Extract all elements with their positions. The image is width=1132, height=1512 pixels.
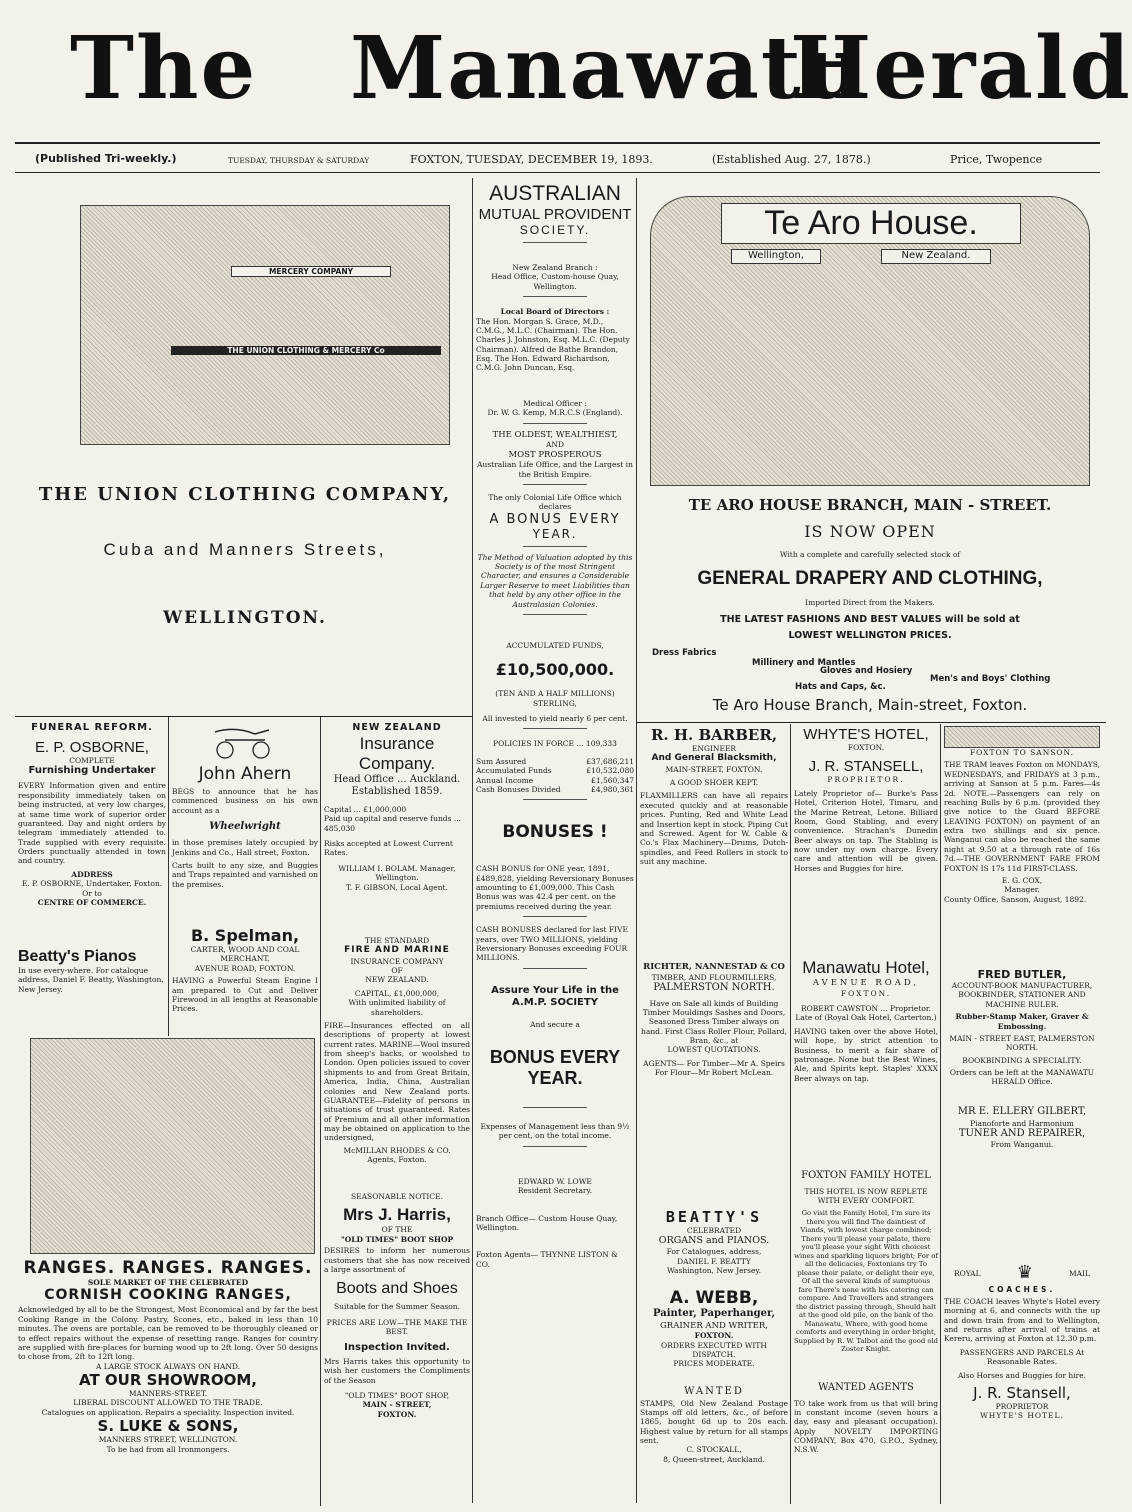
nzins-paidup: Paid up capital and reserve funds ... 485,030 <box>324 814 461 833</box>
tearo-footer: Te Aro House Branch, Main-street, Foxton. <box>712 696 1028 714</box>
family-hotel-ad <box>794 1170 938 1380</box>
ranges-manners: MANNERS-STREET. <box>128 1389 208 1398</box>
mhotel-city: FOXTON. <box>840 988 892 998</box>
nz-insurance-ad <box>324 722 470 932</box>
nzins-heading: NEW ZEALAND <box>352 722 442 733</box>
tearo-imported: Imported Direct from the Makers. <box>805 598 935 607</box>
amp-medical-title: Medical Officer : <box>523 398 587 408</box>
nzins-capital: Capital ... £1,000,000 <box>324 804 407 814</box>
tram-sig: E. G. COX, <box>1001 875 1043 885</box>
standard-liability: With unlimited liability of shareholders. <box>348 998 446 1017</box>
amp-assure: Assure Your Life in the A.M.P. SOCIETY <box>491 984 619 1009</box>
union-city: WELLINGTON. <box>163 608 327 628</box>
tearo-millinery: Millinery and Mantles <box>752 658 856 668</box>
tearo-with: With a complete and carefully selected stock of <box>779 550 961 559</box>
barber-body: FLAXMILLERS can have all repairs executed quickly and at reasonable prices. Punting, Red and White Lead and Insertion kept in stock. Piping Cut and Screwed. Agent for W. Cable & Co.'s Flax Machinery—Drums, Dutch-spindles, and Feed Rollers in stock to suit any machine. <box>640 791 788 866</box>
barber-role: ENGINEER <box>691 744 737 753</box>
webb-trade: Painter, Paperhanger, <box>652 1308 776 1319</box>
beatty-large-celebrated: CELEBRATED <box>686 1226 742 1235</box>
amp-board-title: Local Board of Directors : <box>500 307 610 317</box>
harris-body: DESIRES to inform her numerous customers that she has now received a large assortment of <box>324 1246 470 1274</box>
beatty-large-title: BEATTY'S <box>665 1208 763 1226</box>
butler-addr: MAIN - STREET EAST, PALMERSTON NORTH. <box>949 1033 1095 1053</box>
wanted-addr: 8, Queen-street, Auckland. <box>663 1454 765 1464</box>
funeral-ad <box>18 722 166 947</box>
standard-capital: CAPITAL, £1,000,000, <box>354 988 440 998</box>
mhotel-name: Manawatu Hotel, <box>802 958 930 977</box>
masthead-manawatu: Manawatu <box>350 18 868 119</box>
range-stove-engraving <box>30 1038 315 1254</box>
amp-bonus2: YEAR. <box>532 526 578 541</box>
published-note: (Published Tri-weekly.) <box>35 152 177 165</box>
ranges-catalogue: Catalogues on application. Repairs a speciality. Inspection invited. <box>41 1407 295 1417</box>
amp-oldest1: THE OLDEST, WEALTHIEST, <box>492 429 618 440</box>
tearo-title: Te Aro House. <box>721 203 1021 244</box>
ranges-sole: SOLE MARKET OF THE CELEBRATED <box>87 1278 249 1287</box>
standard-ad <box>324 936 470 1188</box>
beatty-large-name: DANIEL F. BEATTY <box>677 1256 751 1266</box>
manawatu-hotel-ad <box>794 958 938 1144</box>
harris-name: Mrs J. Harris, <box>343 1205 451 1225</box>
amp-acc-words: (TEN AND A HALF MILLIONS) STERLING, <box>495 689 615 708</box>
royal-role: PROPRIETOR <box>995 1401 1049 1411</box>
amp-acc-note: All invested to yield nearly 6 per cent. <box>482 714 628 723</box>
butler-ad <box>944 968 1100 1102</box>
wanted-agents-heading: WANTED AGENTS <box>818 1382 914 1393</box>
butler-orders: Orders can be left at the MANAWATU HERALD Office. <box>949 1068 1095 1087</box>
richter-lowest: LOWEST QUOTATIONS. <box>667 1045 761 1055</box>
webb-ad <box>640 1288 788 1382</box>
gilbert-ad <box>944 1106 1100 1190</box>
webb-orders: ORDERS EXECUTED WITH DISPATCH. <box>661 1340 767 1359</box>
ranges-luke-addr: MANNERS STREET, WELLINGTON. <box>98 1435 238 1445</box>
tearo-lowest: LOWEST WELLINGTON PRICES. <box>788 630 952 641</box>
amp-board: The Hon. Morgan S. Grace, M.D., C.M.G., M.L.C. (Chairman). The Hon. Charles J. Johnston, Esq. M.L.C. (Deputy Chairman). Alfred de Bathe Brandon, Esq. The Hon. Edward Richardson, C.M.G. John Duncan, Esq. <box>476 316 630 373</box>
tram-ad <box>944 726 1100 966</box>
wanted-name: C. STOCKALL, <box>686 1445 742 1455</box>
standard-body: FIRE—Insurances effected on all descriptions of property at lowest current rates. MARINE—Wool insured from sheep's backs, or woolshed to London. Open policies issued to cover shipments to and from Great Britain, America, India, China, Australian colonies and New Zealand ports. GUARANTEE—Fidelity of persons in situations of trust guaranteed. Rates of Premium and all other information may be obtained on application to the undersigned, <box>324 1020 470 1143</box>
wanted-agents-body: TO take work from us that will bring in constant income (seven hours a day, easy and pleasant occupation). Apply NOVELTY IMPORTING COMPANY, Box 470, G.P.O., Sydney, N.S.W. <box>794 1398 938 1455</box>
nzins-agent: T. F. GIBSON, Local Agent. <box>346 882 448 892</box>
ranges-luke: S. LUKE & SONS, <box>97 1417 239 1436</box>
price: Price, Twopence <box>950 153 1043 166</box>
mhotel-late: Late of (Royal Oak Hotel, Carterton.) <box>795 1013 937 1023</box>
amp-branch: New Zealand Branch : <box>512 263 598 272</box>
harris-of: OF THE <box>381 1225 413 1235</box>
amp-acc-value: £10,500,000. <box>495 660 615 680</box>
spelman-trade: CARTER, WOOD AND COAL MERCHANT, <box>190 945 300 964</box>
amp-stats <box>476 757 634 795</box>
carriage-icon <box>205 722 285 760</box>
amp-stat-row: Sum Assured £37,686,211 <box>476 756 634 766</box>
amp-cash1: CASH BONUS for ONE year, 1891, £489,828, yielding Reversionary Bonuses amounting to £1,009,000. This Cash Bonus was was 42.4 per cent. on the premiums received during the year. <box>476 864 634 911</box>
tram-office: County Office, Sanson, August, 1892. <box>944 894 1087 904</box>
royal-body: THE COACH leaves Whyte's Hotel every morning at 6, and connects with the up and down train from and to Wellington, and returns after arrival of trains at Kereru, arriving at Foxton at 12.30 p.m. <box>944 1296 1100 1344</box>
beatty-large-organs: ORGANS and PIANOS. <box>658 1235 770 1247</box>
harris-ad <box>324 1192 470 1504</box>
standard-h2: FIRE AND MARINE <box>344 945 450 956</box>
crown-crest-icon: ♛ <box>1016 1262 1033 1283</box>
tearo-dress: Dress Fabrics <box>652 648 717 658</box>
royal-h2: MAIL <box>1068 1268 1090 1278</box>
standard-h5: NEW ZEALAND. <box>365 975 429 985</box>
amp-stat-row: Annual Income £1,560,347 <box>476 775 634 785</box>
tearo-building-engraving <box>650 196 1090 486</box>
ahern-body3: Carts built to any size, and Buggies and Traps repainted and varnished on the premises. <box>172 860 318 889</box>
amp-secretary: EDWARD W. LOWE <box>518 1176 592 1186</box>
royal-h1: ROYAL <box>954 1268 981 1278</box>
amp-expenses: Expenses of Management less than 9½ per cent, on the total income. <box>480 1122 630 1141</box>
harris-boots: Boots and Shoes <box>336 1280 458 1298</box>
days-note: TUESDAY, THURSDAY & SATURDAY <box>228 156 370 165</box>
amp-acc-title: ACCUMULATED FUNDS, <box>506 640 604 650</box>
funeral-heading: FUNERAL REFORM. <box>31 722 153 733</box>
butler-trade: ACCOUNT-BOOK MANUFACTURER, BOOKBINDER, STATIONER AND MACHINE RULER. <box>951 981 1093 1009</box>
webb-trade2: GRAINER AND WRITER, <box>660 1320 768 1331</box>
webb-city: FOXTON. <box>694 1331 734 1341</box>
wanted-heading: WANTED <box>684 1386 744 1397</box>
amp-secure: And secure a <box>530 1019 580 1029</box>
royal-horses: Also Horses and Buggies for hire. <box>957 1370 1087 1380</box>
masthead-the: The <box>70 18 258 119</box>
amp-oldest3: MOST PROSPEROUS <box>508 449 602 460</box>
tearo-open: IS NOW OPEN <box>804 522 936 541</box>
richter-trade: TIMBER, AND FLOURMILLERS, <box>651 972 777 982</box>
harris-inspection: Inspection Invited. <box>344 1342 450 1354</box>
amp-h2: MUTUAL PROVIDENT <box>478 206 632 223</box>
amp-column <box>476 182 634 1507</box>
harris-prices: PRICES ARE LOW—THE MAKE THE BEST. <box>326 1317 468 1336</box>
royal-parcels: PASSENGERS AND PARCELS At Reasonable Rates. <box>959 1347 1085 1367</box>
family-replete: THIS HOTEL IS NOW REPLETE WITH EVERY COMFORT. <box>804 1186 928 1205</box>
tearo-drapery: GENERAL DRAPERY AND CLOTHING, <box>697 568 1043 589</box>
gilbert-role: Pianoforte and Harmonium <box>970 1118 1074 1128</box>
wanted-body: STAMPS, Old New Zealand Postage Stamps off old letters, &c., of before 1865, bought 6d up to 20s each. Highest value by return for all stamps sent. <box>640 1398 788 1445</box>
funeral-or: Or to <box>82 888 102 898</box>
richter-name: RICHTER, NANNESTAD & CO <box>643 962 785 972</box>
funeral-body: EVERY Information given and entire responsibility immediately taken on being instructed, at very low charges, at same time work of superior order guaranteed. Day and night orders by telegram immediately attended to. Trade supplied with every requisite. Orders punctually attended in town and country. <box>18 781 166 866</box>
nzins-head: Head Office ... Auckland. <box>333 773 461 785</box>
richter-city: PALMERSTON NORTH. <box>653 982 775 993</box>
amp-method: The Method of Valuation adopted by this Society is of the most Stringent Character, and ensures a Considerable Larger Reserve to meet Liabilities than that held by any other office in the Australasian Colonies. <box>477 552 633 609</box>
nzins-est: Established 1859. <box>351 786 443 798</box>
tram-sig-role: Manager. <box>1004 885 1040 895</box>
standard-agents: McMILLAN RHODES & CO. <box>343 1145 451 1155</box>
barber-addr: MAIN-STREET, FOXTON. <box>665 764 763 774</box>
royal-name: J. R. Stansell, <box>973 1383 1071 1402</box>
funeral-complete: COMPLETE <box>69 755 115 765</box>
royal-mail-ad <box>944 1262 1100 1506</box>
funeral-name: E. P. OSBORNE, <box>35 738 149 756</box>
webb-name: A. WEBB, <box>669 1288 759 1308</box>
union-building-engraving <box>80 205 450 445</box>
harris-shop: "OLD TIMES" BOOT SHOP <box>340 1234 454 1244</box>
standard-agents2: Agents, Foxton. <box>367 1155 427 1165</box>
spelman-body: HAVING a Powerful Steam Engine I am prepared to Cut and Deliver Firewood in all lengths at Reasonable Prices. <box>172 976 318 1014</box>
tearo-mens: Men's and Boys' Clothing <box>930 674 1051 684</box>
standard-h3: INSURANCE COMPANY <box>350 956 444 966</box>
harris-seasonable: SEASONABLE NOTICE. <box>351 1192 443 1201</box>
harris-footer3: FOXTON. <box>377 1409 417 1419</box>
tram-engraving <box>944 726 1100 748</box>
royal-hotel: WHYTE'S HOTEL. <box>980 1411 1064 1421</box>
amp-oldest4: Australian Life Office, and the Largest in the British Empire. <box>477 460 633 479</box>
amp-only2: declares <box>538 502 572 512</box>
amp-cash2: CASH BONUSES declared for last FIVE years, over TWO MILLIONS, yielding Reversionary Bonuses exceeding FOUR MILLIONS. <box>476 925 628 963</box>
nzins-title: Insurance Company. <box>358 733 436 773</box>
butler-name: FRED BUTLER, <box>977 968 1067 981</box>
whyte-city: FOXTON. <box>847 743 885 752</box>
funeral-centre: CENTRE OF COMMERCE. <box>37 897 147 907</box>
barber-ad <box>640 726 788 952</box>
harris-suitable: Suitable for the Summer Season. <box>333 1302 461 1312</box>
beatty-large-ad <box>640 1208 788 1284</box>
amp-oldest2: AND <box>546 440 564 450</box>
ranges-cornish: CORNISH COOKING RANGES, <box>44 1287 292 1304</box>
tram-body: THE TRAM leaves Foxton on MONDAYS, WEDNESDAYS, and FRIDAYS at 3 p.m., arriving at Sanson at 5 p.m. Fares—4s 2d. NOTE.—Passengers can rely on reaching Bulls by 6 p.m. (provided they give notice to the Guard BEFORE LEAVING FOXTON) on payment of an extra two shillings and six pence. Wanganui can also be reached the same night at 9.50 at a through rate of 16s 7d.—THE GOVERNMENT FARE FROM FOXTON IS 17s 11d FIRST-CLASS. <box>944 760 1100 873</box>
barber-role2: And General Blacksmith, <box>651 753 777 764</box>
mhotel-road: AVENUE ROAD, <box>812 978 920 988</box>
amp-stat-row: Accumulated Funds £10,532,080 <box>476 766 634 776</box>
ahern-body2: in those premises lately occupied by Jenkins and Co., Hall street, Foxton. <box>172 838 318 857</box>
amp-office: Head Office, Custom-house Quay, Wellington. <box>491 272 619 291</box>
ranges-stock: A LARGE STOCK ALWAYS ON HAND. <box>95 1361 241 1371</box>
union-streets: Cuba and Manners Streets, <box>103 540 387 559</box>
funeral-title: Furnishing Undertaker <box>28 764 156 776</box>
tearo-hats: Hats and Caps, &c. <box>795 682 886 692</box>
whyte-prop-role: PROPRIETOR. <box>827 775 905 785</box>
union-sign-mid: THE UNION CLOTHING & MERCERY Co <box>171 346 441 355</box>
gilbert-from: From Wanganui. <box>990 1140 1054 1150</box>
masthead-herald: Herald <box>790 18 1132 119</box>
amp-h3: SOCIETY. <box>519 223 591 237</box>
nzins-risks: Risks accepted at Lowest Current Rates. <box>324 839 453 858</box>
mhotel-prop: ROBERT CAWSTON ... Proprietor. <box>800 1004 932 1013</box>
ahern-body1: BEGS to announce that he has commenced business on his own account as a <box>172 787 318 815</box>
ranges-body: Acknowledged by all to be the Strongest, Most Economical and by far the best Cooking Range in the Colony. Pastry, Scones, etc., baked in less than 10 minutes. The ovens are portable, can be removed to be thoroughly cleaned or to effect repairs without the expense of resetting range. Ranges for country are supplied with fire-places for burning wood up to 2ft long. Over 50 designs to chose from, 2ft to 12ft long. <box>18 1305 318 1362</box>
whyte-body: Lately Proprietor of— Burke's Pass Hotel, Criterion Hotel, Timaru, and the Marine Retreat, Letone. Billiard Room, Good Stabling, and every convenience. Strachan's Dunedin Beer always on tap. The Stabling is now under my own charge. Every care and attention will be given. Horses and Buggies for hire. <box>794 788 938 873</box>
barber-shoer: A GOOD SHOER KEPT. <box>669 778 759 787</box>
spelman-addr: AVENUE ROAD, FOXTON. <box>194 963 296 973</box>
amp-bonus1: A BONUS EVERY <box>489 511 621 527</box>
whyte-prop: J. R. STANSELL, <box>808 758 924 776</box>
beatty-small-title: Beatty's Pianos <box>18 948 137 965</box>
spelman-name: B. Spelman, <box>190 926 300 945</box>
webb-prices: PRICES MODERATE. <box>673 1359 755 1369</box>
richter-body: Have on Sale all kinds of Building Timber Mouldings Sashes and Doors, Seasoned Dress Timber always on hand. First Class Roller Flour, Pollard, Bran, &c., at <box>641 998 787 1045</box>
richter-agents: AGENTS— For Timber—Mr A. Speirs For Flour—Mr Robert McLean. <box>643 1058 785 1078</box>
tearo-city: Wellington, <box>731 249 821 264</box>
royal-h3: COACHES. <box>988 1284 1056 1294</box>
funeral-address-heading: ADDRESS <box>71 869 113 879</box>
wanted-agents-ad <box>794 1382 938 1506</box>
mhotel-body: HAVING taken over the above Hotel, will hope, by strict attention to Business, to merit a fair share of patronage. None but the Best Wines, Ale, and Spirits kept. Staples' XXXX Beer always on tap. <box>794 1026 938 1083</box>
harris-body2: Mrs Harris takes this opportunity to wish her customers the Compliments of the Season <box>324 1356 470 1385</box>
tram-heading: FOXTON TO SANSON. <box>969 748 1075 757</box>
beatty-small-body: In use every-where. For catalogue address, Daniel F. Beatty, Washington, New Jersey. <box>18 966 164 994</box>
beatty-large-addr: Washington, New Jersey. <box>666 1266 762 1275</box>
family-name: FOXTON FAMILY HOTEL <box>801 1170 931 1181</box>
amp-policies: POLICIES IN FORCE ... 109,333 <box>493 739 617 749</box>
amp-secretary-role: Resident Secretary. <box>517 1186 593 1196</box>
whyte-name: WHYTE'S HOTEL, <box>803 726 929 743</box>
tearo-gloves: Gloves and Hosiery <box>820 666 913 676</box>
spelman-ad <box>172 926 318 1036</box>
tearo-fashions: THE LATEST FASHIONS AND BEST VALUES will be sold at <box>720 614 1020 625</box>
beatty-small-ad <box>18 948 166 1028</box>
dateline: FOXTON, TUESDAY, DECEMBER 19, 1893. <box>410 153 653 166</box>
amp-bonuses: BONUSES ! <box>502 822 608 843</box>
barber-name: R. H. BARBER, <box>650 726 778 744</box>
amp-stat-row: Cash Bonuses Divided £4,980,361 <box>476 784 634 794</box>
gilbert-tuner: TUNER AND REPAIRER, <box>958 1127 1086 1139</box>
amp-branch-office: Branch Office— Custom House Quay, Wellington. <box>476 1213 618 1232</box>
gilbert-name: MR E. ELLERY GILBERT, <box>957 1106 1087 1117</box>
ranges-title: RANGES. RANGES. RANGES. <box>23 1258 313 1278</box>
butler-spec: BOOKBINDING A SPECIALITY. <box>962 1055 1082 1065</box>
ranges-ad <box>18 1258 318 1508</box>
ahern-trade: Wheelwright <box>209 821 281 833</box>
ranges-liberal: LIBERAL DISCOUNT ALLOWED TO THE TRADE. <box>73 1398 263 1408</box>
tearo-country: New Zealand. <box>881 249 991 264</box>
harris-footer1: "OLD TIMES" BOOT SHOP, <box>344 1391 450 1400</box>
tearo-branch: TE ARO HOUSE BRANCH, MAIN - STREET. <box>688 496 1052 514</box>
family-body: Go visit the Family Hotel, I'm sure its there you will find The daintiest of Viands, with lowest charge combined; There you'll please your palate, there you'll please your sight With choicest wines and sparkling liquors bright; For of all the delicacies, Foxtonians try To please their palate, or delight their eye, Of all the several kinds of sumptuous fare There's none with his catering can compare. And Travellers and strangers the district passing through, Should halt at the good old pile, on the bank of the Manawatu, Where, with good home comforts and everything in order bright, Supplied by R. W. Talbot and the good old Zoster Knight. <box>794 1209 938 1353</box>
union-sign-top: MERCERY COMPANY <box>231 266 391 277</box>
funeral-address: E. P. OSBORNE, Undertaker, Foxton. <box>21 879 163 889</box>
standard-h4: OF <box>391 966 403 975</box>
butler-stamp: Rubber-Stamp Maker, Graver & Embossing. <box>955 1012 1089 1031</box>
richter-ad <box>640 962 788 1206</box>
nzins-manager: WILLIAM I. BOLAM. Manager, Wellington. <box>338 863 456 883</box>
harris-footer2: MAIN - STREET, <box>362 1400 432 1410</box>
amp-only1: The only Colonial Life Office which <box>488 492 622 502</box>
ranges-showroom: AT OUR SHOWROOM, <box>79 1371 257 1389</box>
standard-h1: THE STANDARD <box>364 936 430 945</box>
amp-medical: Dr. W. G. Kemp, M.R.C.S (England). <box>487 408 623 418</box>
amp-bonus-every: BONUS EVERY YEAR. <box>489 1047 621 1088</box>
union-title: THE UNION CLOTHING COMPANY, <box>38 484 452 505</box>
established-note: (Established Aug. 27, 1878.) <box>712 153 871 166</box>
ahern-name: John Ahern <box>198 764 292 784</box>
ranges-ironmongers: To be had from all Ironmongers. <box>106 1444 230 1454</box>
amp-h1: AUSTRALIAN <box>489 182 621 205</box>
beatty-large-catalogues: For Catalogues, address, <box>666 1247 762 1257</box>
amp-agents: Foxton Agents— THYNNE LISTON & CO. <box>476 1250 618 1269</box>
ahern-ad <box>172 722 318 922</box>
wanted-stamps-ad <box>640 1386 788 1506</box>
whyte-hotel-ad <box>794 726 938 956</box>
